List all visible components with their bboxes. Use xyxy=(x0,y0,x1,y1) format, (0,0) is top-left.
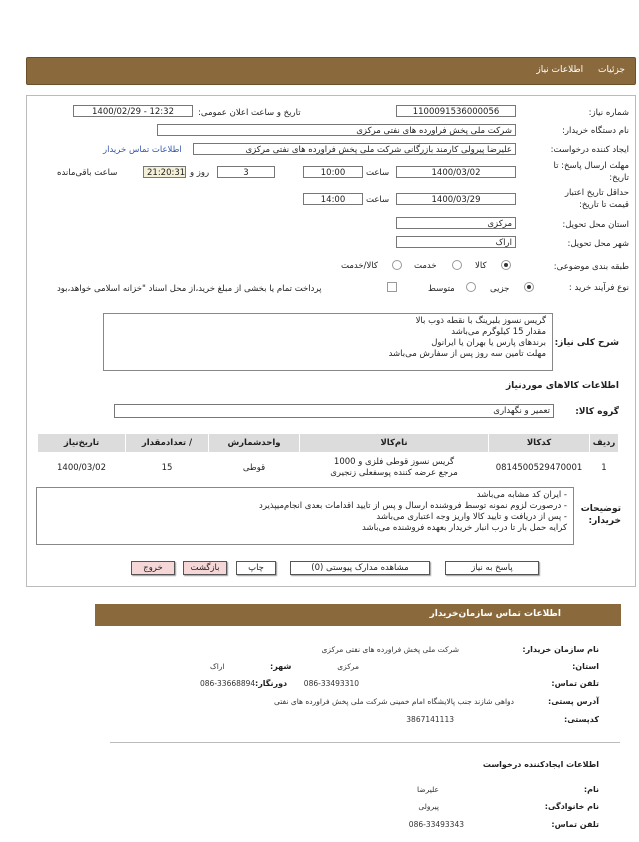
buyer-notes-label-1: توضیحات xyxy=(580,504,621,514)
city-label: شهر محل تحویل: xyxy=(567,239,629,249)
col-code: کدکالا xyxy=(489,434,590,453)
creator-name-value: علیرضا xyxy=(416,785,439,794)
process-partial-label: جزیی xyxy=(490,284,510,294)
category-label: طبقه بندی موضوعی: xyxy=(553,262,629,272)
address-label: آدرس پستی: xyxy=(548,697,599,706)
buyer-note-line: کرایه حمل بار تا درب انبار خریدار بعهده فروشنده می‌باشد xyxy=(361,523,567,533)
cell-name-sub: مرجع عرضه کننده پوسفعلی زنجیری xyxy=(330,468,458,478)
creator-field: علیرضا پیرولی کارمند بازرگانی شرکت ملی پخش فراورده های نفتی مرکزی xyxy=(193,143,516,155)
process-medium-radio[interactable] xyxy=(466,282,476,292)
validity-time-label: ساعت xyxy=(366,195,390,205)
category-goods-radio[interactable] xyxy=(501,260,511,270)
cell-row: 1 xyxy=(601,463,607,473)
treasury-payment-checkbox[interactable] xyxy=(387,282,397,292)
province-field: مرکزی xyxy=(396,217,516,229)
contact-province-value: مرکزی xyxy=(337,662,359,671)
summary-label: شرح کلی نیاز: xyxy=(554,338,619,348)
col-date: تاریخ‌نیاز xyxy=(38,434,126,453)
category-service-radio[interactable] xyxy=(452,260,462,270)
buyer-notes-box xyxy=(36,487,574,545)
announce-date-field: 1400/02/29 - 12:32 xyxy=(73,105,193,117)
buyer-label: نام دستگاه خریدار: xyxy=(562,126,629,136)
divider xyxy=(110,742,620,743)
deadline-label: مهلت ارسال پاسخ: تا xyxy=(553,161,629,171)
buyer-notes-label-2: خریدار: xyxy=(588,516,621,526)
goods-group-field: تعمیر و نگهداری xyxy=(114,404,554,418)
tab-need-info[interactable]: اطلاعات نیاز xyxy=(536,65,584,75)
back-button[interactable]: بازگشت xyxy=(183,561,227,575)
validity-date-field: 1400/03/29 xyxy=(396,193,516,205)
table-row xyxy=(38,453,619,484)
creator-info-title: اطلاعات ایجادکننده درخواست xyxy=(482,760,599,769)
cell-name xyxy=(300,453,489,484)
header-bar xyxy=(26,57,636,85)
days-label: روز و xyxy=(190,168,210,178)
postal-value: 3867141113 xyxy=(406,715,454,724)
buyer-field: شرکت ملی پخش فراورده های نفتی مرکزی xyxy=(157,124,516,136)
contact-phone-value: 086-33493310 xyxy=(303,679,359,688)
validity-date-label: قیمت تا تاریخ: xyxy=(578,200,629,210)
category-service-label: خدمت xyxy=(414,261,437,271)
cell-date: 1400/03/02 xyxy=(57,463,106,473)
deadline-date-field: 1400/03/02 xyxy=(396,166,516,178)
cell-unit: قوطی xyxy=(242,463,266,473)
process-partial-radio[interactable] xyxy=(524,282,534,292)
org-value: شرکت ملی پخش فراورده های نفتی مرکزی xyxy=(321,645,459,654)
remaining-label: ساعت باقی‌مانده xyxy=(57,168,118,178)
summary-line: مقدار 15 کیلوگرم می‌باشد xyxy=(451,327,546,337)
col-row: ردیف xyxy=(590,434,619,453)
exit-button[interactable]: خروج xyxy=(131,561,175,575)
buyer-note-line: - ایران کد مشابه می‌باشد xyxy=(476,490,567,500)
buyer-contact-link[interactable]: اطلاعات تماس خریدار xyxy=(103,145,182,155)
contact-phone-label: تلفن تماس: xyxy=(551,679,599,688)
col-qty: / تعداد‌مقدار xyxy=(126,434,209,453)
goods-table xyxy=(37,433,619,483)
remaining-days-field: 3 xyxy=(217,166,275,178)
summary-line: مهلت تامین سه روز پس از سفارش می‌باشد xyxy=(388,349,546,359)
reply-button[interactable]: پاسخ به نیاز xyxy=(445,561,539,575)
address-value: دواهی شازند جنب پالایشگاه امام خمینی شرکت ملی پخش فراورده های نفتی xyxy=(274,697,514,706)
buyer-note-line: - درصورت لزوم نمونه توسط فروشنده ارسال و پس از تایید اقدامات بعدی انجام‌میپذیرد xyxy=(259,501,567,511)
buyer-note-line: - پس از دریافت و تایید کالا واریز وجه اعتباری می‌باشد xyxy=(376,512,567,522)
contact-fax-value: 086-33668894 xyxy=(200,679,256,688)
creator-phone-value: 086-33493343 xyxy=(408,820,464,829)
creator-family-value: پیرولی xyxy=(418,802,439,811)
deadline-time-field: 10:00 xyxy=(303,166,363,178)
announce-label: تاریخ و ساعت اعلان عمومی: xyxy=(198,108,301,118)
remaining-time-field: 21:20:31 xyxy=(143,166,186,178)
creator-name-label: نام: xyxy=(583,785,599,794)
deadline-date-label: تاریخ: xyxy=(609,173,629,183)
contact-city-value: اراک xyxy=(210,662,225,671)
summary-line: برندهای پارس یا بهران یا ایرانول xyxy=(431,338,546,348)
tab-details[interactable]: جزئیات xyxy=(598,65,625,75)
process-medium-label: متوسط xyxy=(428,284,455,294)
category-goods-service-label: کالا/خدمت xyxy=(341,261,378,271)
goods-section-title: اطلاعات کالاهای موردنیاز xyxy=(505,381,619,391)
summary-line: گریس نسوز بلبرینگ با نقطه ذوب بالا xyxy=(415,316,546,326)
category-goods-label: کالا xyxy=(475,261,487,271)
province-label: استان محل تحویل: xyxy=(562,220,629,230)
validity-time-field: 14:00 xyxy=(303,193,363,205)
contact-city-label: شهر: xyxy=(270,662,292,671)
validity-label: حداقل تاریخ اعتبار xyxy=(564,188,629,198)
need-number-field: 1100091536000056 xyxy=(396,105,516,117)
deadline-time-label: ساعت xyxy=(366,168,390,178)
city-field: اراک xyxy=(396,236,516,248)
process-label: نوع فرآیند خرید : xyxy=(568,283,629,293)
cell-code: 0814500529470001 xyxy=(495,463,583,473)
cell-name-main: گریس نسوز قوطی فلزی و 1000 xyxy=(333,457,455,467)
cell-qty: 15 xyxy=(161,463,173,473)
need-number-label: شماره نیاز: xyxy=(588,108,629,118)
postal-label: کدپستی: xyxy=(564,715,599,724)
contact-fax-label: دورنگار: xyxy=(255,679,288,688)
contact-title: اطلاعات تماس سازمان‌خریدار xyxy=(429,609,561,619)
treasury-payment-note: پرداخت تمام یا بخشی از مبلغ خرید،از محل اسناد "خزانه اسلامی خواهد،بود xyxy=(57,284,322,294)
creator-label: ایجاد کننده درخواست: xyxy=(550,145,629,155)
contact-province-label: استان: xyxy=(572,662,599,671)
col-name: نام‌کالا xyxy=(300,434,489,453)
creator-family-label: نام خانوادگی: xyxy=(544,802,599,811)
org-label: نام سازمان خریدار: xyxy=(522,645,599,654)
category-goods-service-radio[interactable] xyxy=(392,260,402,270)
col-unit: واحدشمارش xyxy=(209,434,300,453)
print-button[interactable]: چاپ xyxy=(236,561,276,575)
summary-box xyxy=(103,313,553,371)
goods-group-label: گروه کالا: xyxy=(575,407,619,417)
creator-phone-label: تلفن تماس: xyxy=(551,820,599,829)
contact-header-bar xyxy=(95,604,621,626)
attachments-button[interactable]: مشاهده مدارک پیوستی (0) xyxy=(290,561,430,575)
